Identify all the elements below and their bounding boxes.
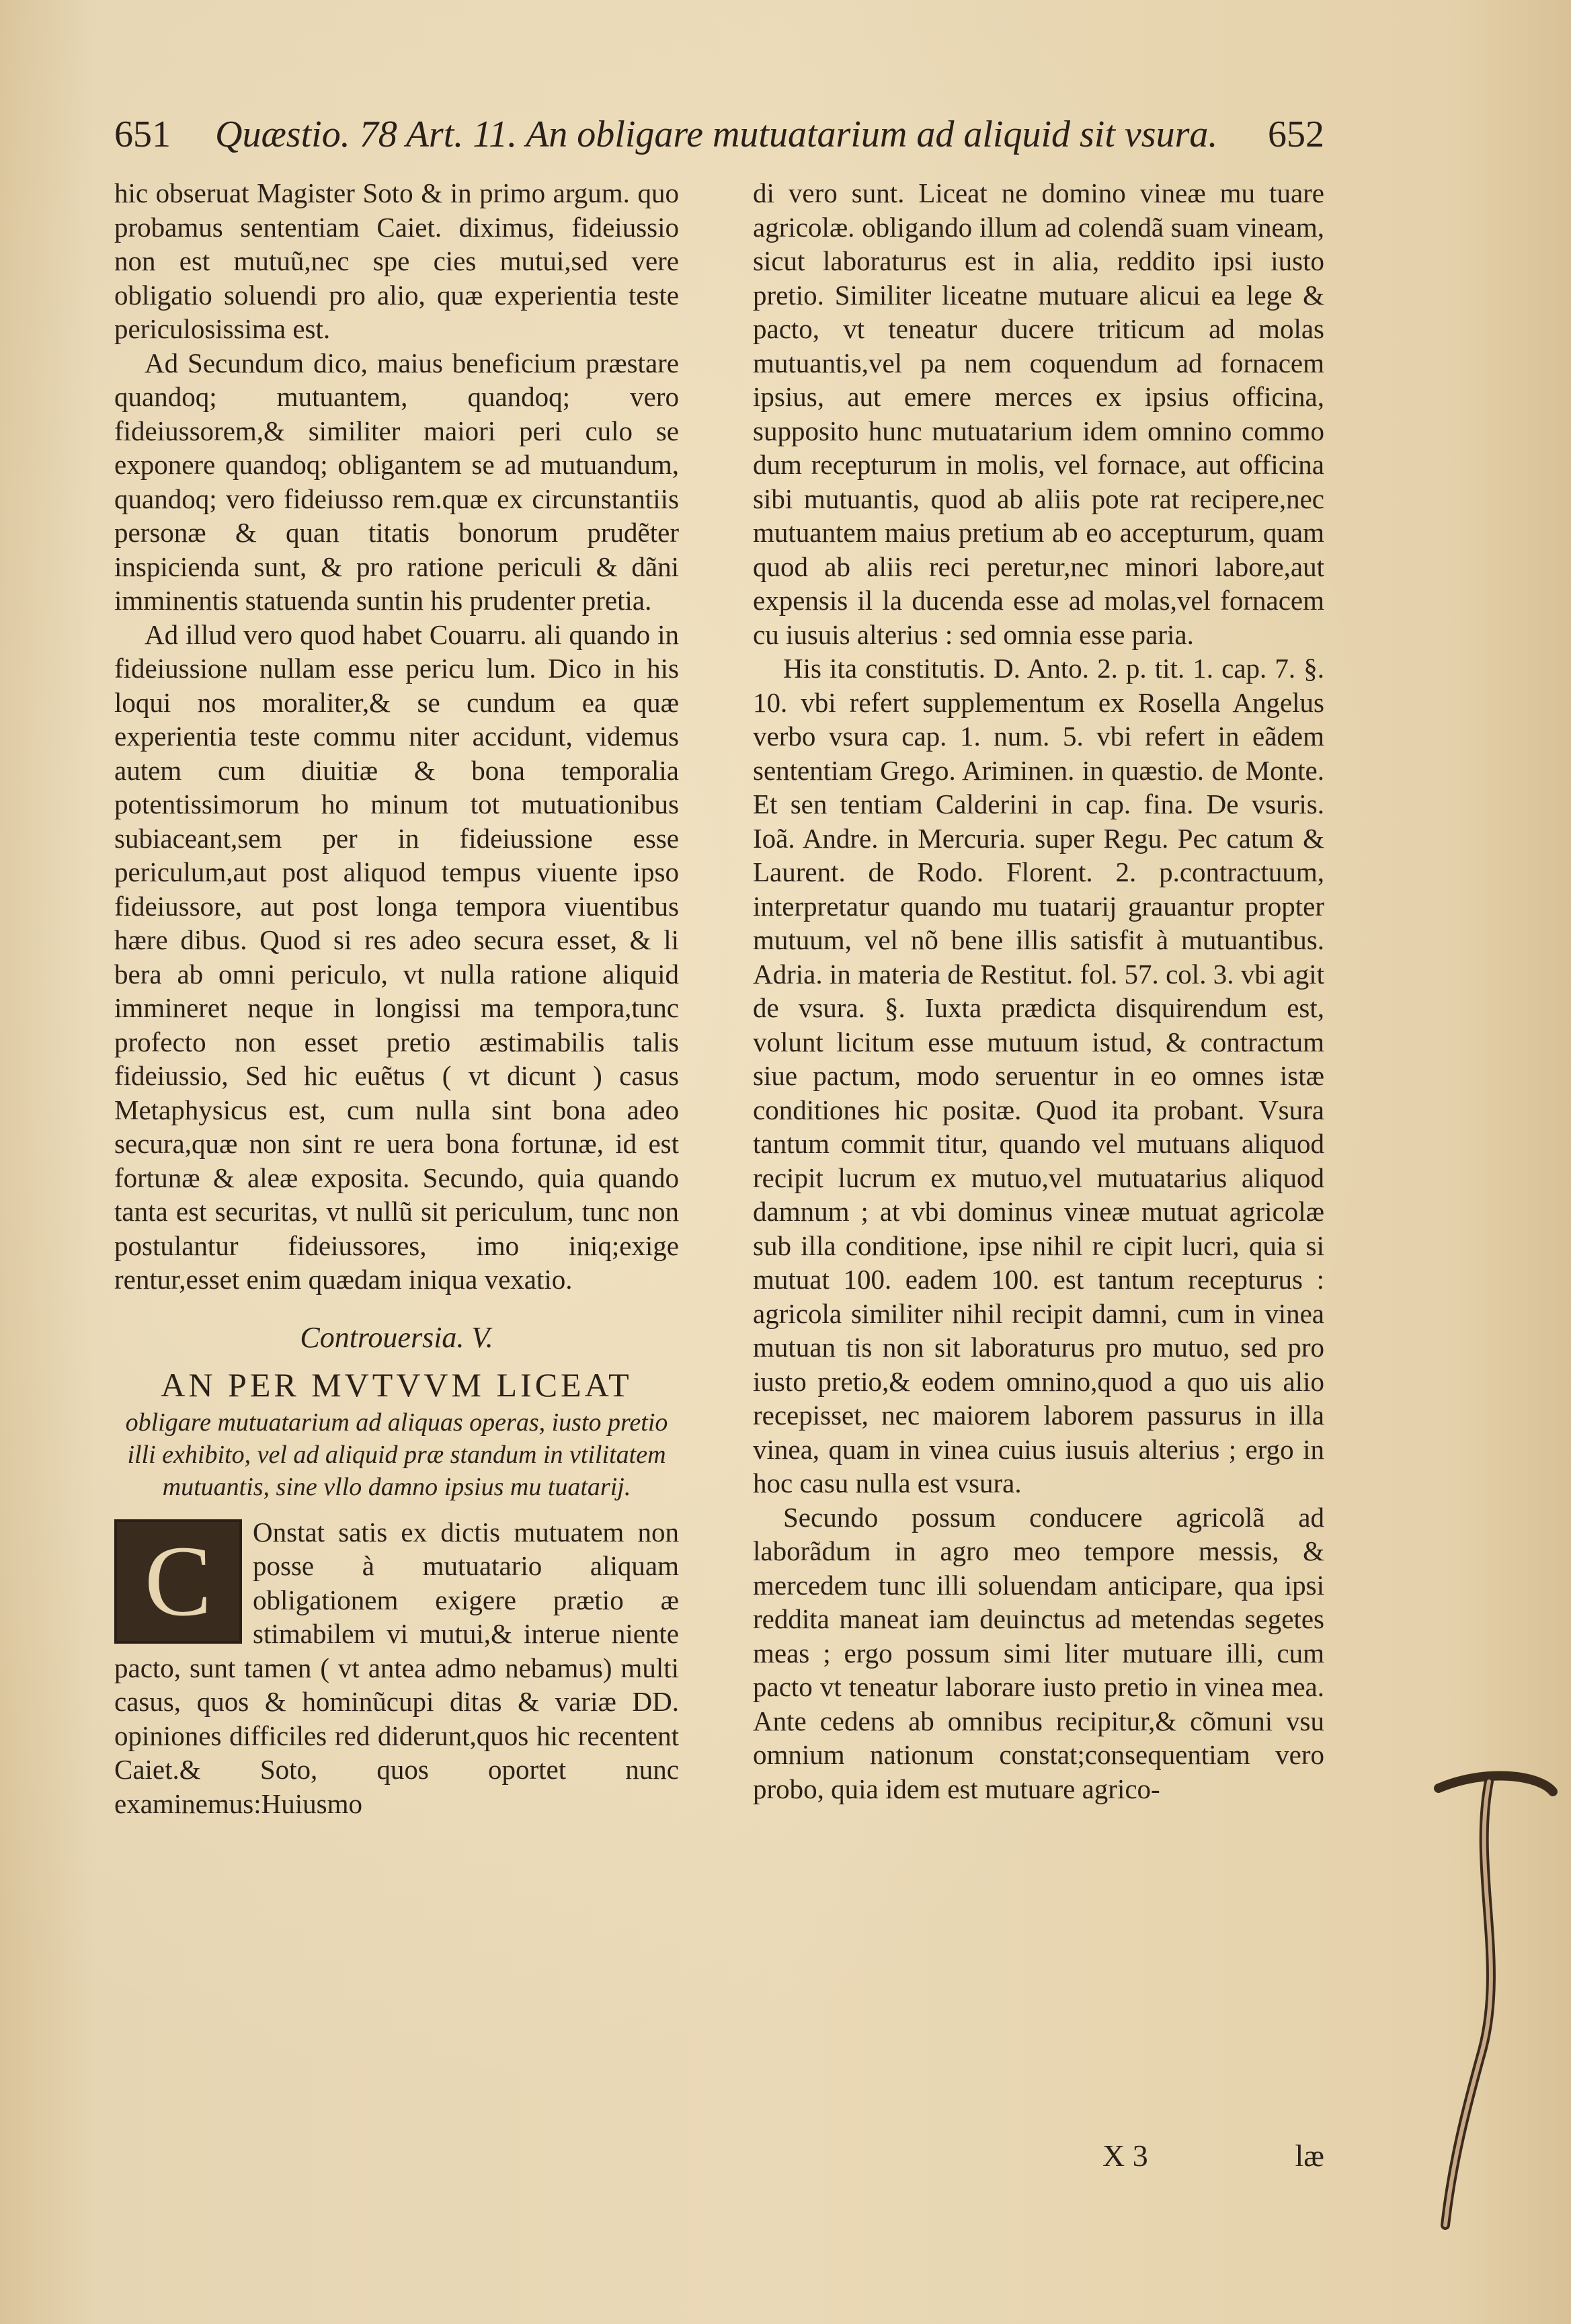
page-footer <box>1102 2138 1324 2178</box>
right-paragraph-3: Secundo possum conducere agricolã ad laborãdum in agro meo tempore messis, & mercedem tunc illi soluendam anticipare, qua ipsi reddita maneat iam deuinctus ad metendas segetes meas ; ergo possum simi liter mutuare illi, cum pacto vt teneatur laborare iusto pretio in vinea mea. Ante cedens ab omnibus recipitur,& cõmuni vsu omnium nationum constat;consequentiam vero probo, quia idem est mutuare agrico- <box>753 1501 1324 1804</box>
left-paragraph-3: Ad illud vero quod habet Couarru. ali quando in fideiussione nullam esse pericu lum. Dico in his loqui nos moraliter,& se cundum ea quæ experientia teste commu niter accidunt, videmus autem cum diuitiæ & bona temporalia potentissimorum ho minum tot mutuationibus subiaceant,sem per in fideiussione esse periculum,aut post aliquod tempus viuente ipso fideiussore, aut post longa tempora viuentibus hære dibus. Quod si res adeo secura esset, & li bera ab omni periculo, vt nulla ratione aliquid immineret neque in longissi ma tempora,tunc profecto non esset pretio æstimabilis talis fideiussio, Sed hic euẽtus ( vt dicunt ) casus Metaphysicus est, cum nulla sint bona adeo secura,quæ non sint re uera bona fortunæ, id est fortunæ & aleæ exposita. Secundo, quia quando tanta est securitas, vt nullũ sit periculum, tunc non postulantur fideiussores, imo iniq;exige rentur,esset enim quædam iniqua vexatio. <box>114 618 679 1295</box>
right-paragraph-2: His ita constitutis. D. Anto. 2. p. tit. 1. cap. 7. §. 10. vbi refert supplementum ex Rosella Angelus verbo vsura cap. 1. num. 5. vbi refert in eãdem sententiam Grego. Ariminen. in quæstio. de Monte. Et sen tentiam Calderini in cap. fina. De vsuris. Ioã. Andre. in Mercuria. super Regu. Pec catum & Laurent. de Rodo. Florent. 2. p.contractuum, interpretatur quando mu tuatarij grauantur propter mutuum, vel nõ bene illis satisfit à mutuantibus. Adria. in materia de Restitut. fol. 57. col. 3. vbi agit de vsura. §. Iuxta prædicta disquirendum est, volunt licitum esse mutuum istud, & contractum siue pactum, modo seruentur in eo omnes istæ conditiones hic positæ. Quod ita probant. Vsura tantum commit titur, quando vel mutuans aliquod recipit lucrum ex mutuo,vel mutuatarius aliquod damnum ; at vbi dominus vineæ mutuat agricolæ sub illa conditione, ipse nihil re cipit lucri, quia si mutuat 100. eadem 100. est tantum recepturus : agricola similiter nihil recipit damni, cum in vinea mutuan tis non sit laboraturus pro mutuo, sed pro iusto pretio,& eodem omnino,quod a quo uis alio recepisset, nec maiorem laborem passurus in illa vinea, quam in vinea cuius iusuis alterius ; ergo in hoc casu nulla est vsura. <box>753 653 1324 1498</box>
running-header <box>114 113 1324 160</box>
ribbon-bookmark <box>1425 1761 1560 2232</box>
question-title: AN PER MVTVVM LICEAT <box>161 1366 633 1404</box>
opening-paragraph <box>114 1515 679 1821</box>
section-heading: Controuersia. V. <box>300 1320 493 1354</box>
right-column <box>753 176 1324 1806</box>
left-column <box>114 176 679 1820</box>
catchword: læ <box>1295 2138 1324 2173</box>
decorated-initial: C <box>114 1519 242 1644</box>
left-paragraph-1: hic obseruat Magister Soto & in primo argum. quo probamus sententiam Caiet. diximus, fideiussio non est mutuũ,nec spe cies mutui,sed vere obligatio soluendi pro alio, quæ experientia teste periculosissima est. <box>114 177 679 344</box>
right-paragraph-1: di vero sunt. Liceat ne domino vineæ mu tuare agricolæ. obligando illum ad colendã suam vineam, sicut laboraturus est in alia, reddito ipsi iusto pretio. Similiter liceatne mutuare alicui ea lege & pacto, vt teneatur ducere triticum ad molas mutuantis,vel pa nem coquendum ad fornacem ipsius, aut emere merces ex ipsius officina, supposito hunc mutuatarium idem omnino commo dum recepturum in molis, vel fornace, aut officina sibi mutuantis, quod ab aliis pote rat recipere,nec mutuantem maius pretium ab eo accepturum, quam quod ab aliis reci peretur,nec minori labore,aut expensis il la ducenda esse ad molas,vel fornacem cu iusuis alterius : sed omnia esse paria. <box>753 177 1324 650</box>
left-paragraph-4: Onstat satis ex dictis mutuatem non posse à mutuatario aliquam obligationem exigere prætio æ stimabilem vi mutui,& interue niente pacto, sunt tamen ( vt antea admo nebamus) multi casus, quos & hominũcupi ditas & variæ DD. opiniones difficiles red diderunt,quos hic recentent Caiet.& Soto, quos oportet nunc examinemus:Huiusmo <box>114 1516 679 1819</box>
left-paragraph-2: Ad Secundum dico, maius beneficium præstare quandoq; mutuantem, quandoq; vero fideiussorem,& similiter maiori peri culo se exponere quandoq; obligantem se ad mutuandum, quandoq; vero fideiusso rem.quæ ex circunstantiis personæ & quan titatis bonorum prudẽter inspicienda sunt, & pro ratione periculi & dãni imminentis statuenda suntin his prudenter pretia. <box>114 347 679 616</box>
page-number-left: 651 <box>114 114 171 155</box>
question-subtitle: obligare mutuatarium ad aliquas operas, iusto pretio illi exhibito, vel ad aliquid præ standum in vtilitatem mutuantis, sine vllo damno ipsius mu tuatarij. <box>125 1408 668 1501</box>
page-number-right: 652 <box>1268 114 1324 155</box>
running-title: Quæstio. 78 Art. 11. An obligare mutuatarium ad aliquid sit vsura. <box>215 114 1218 155</box>
signature-mark: X 3 <box>1102 2138 1148 2173</box>
